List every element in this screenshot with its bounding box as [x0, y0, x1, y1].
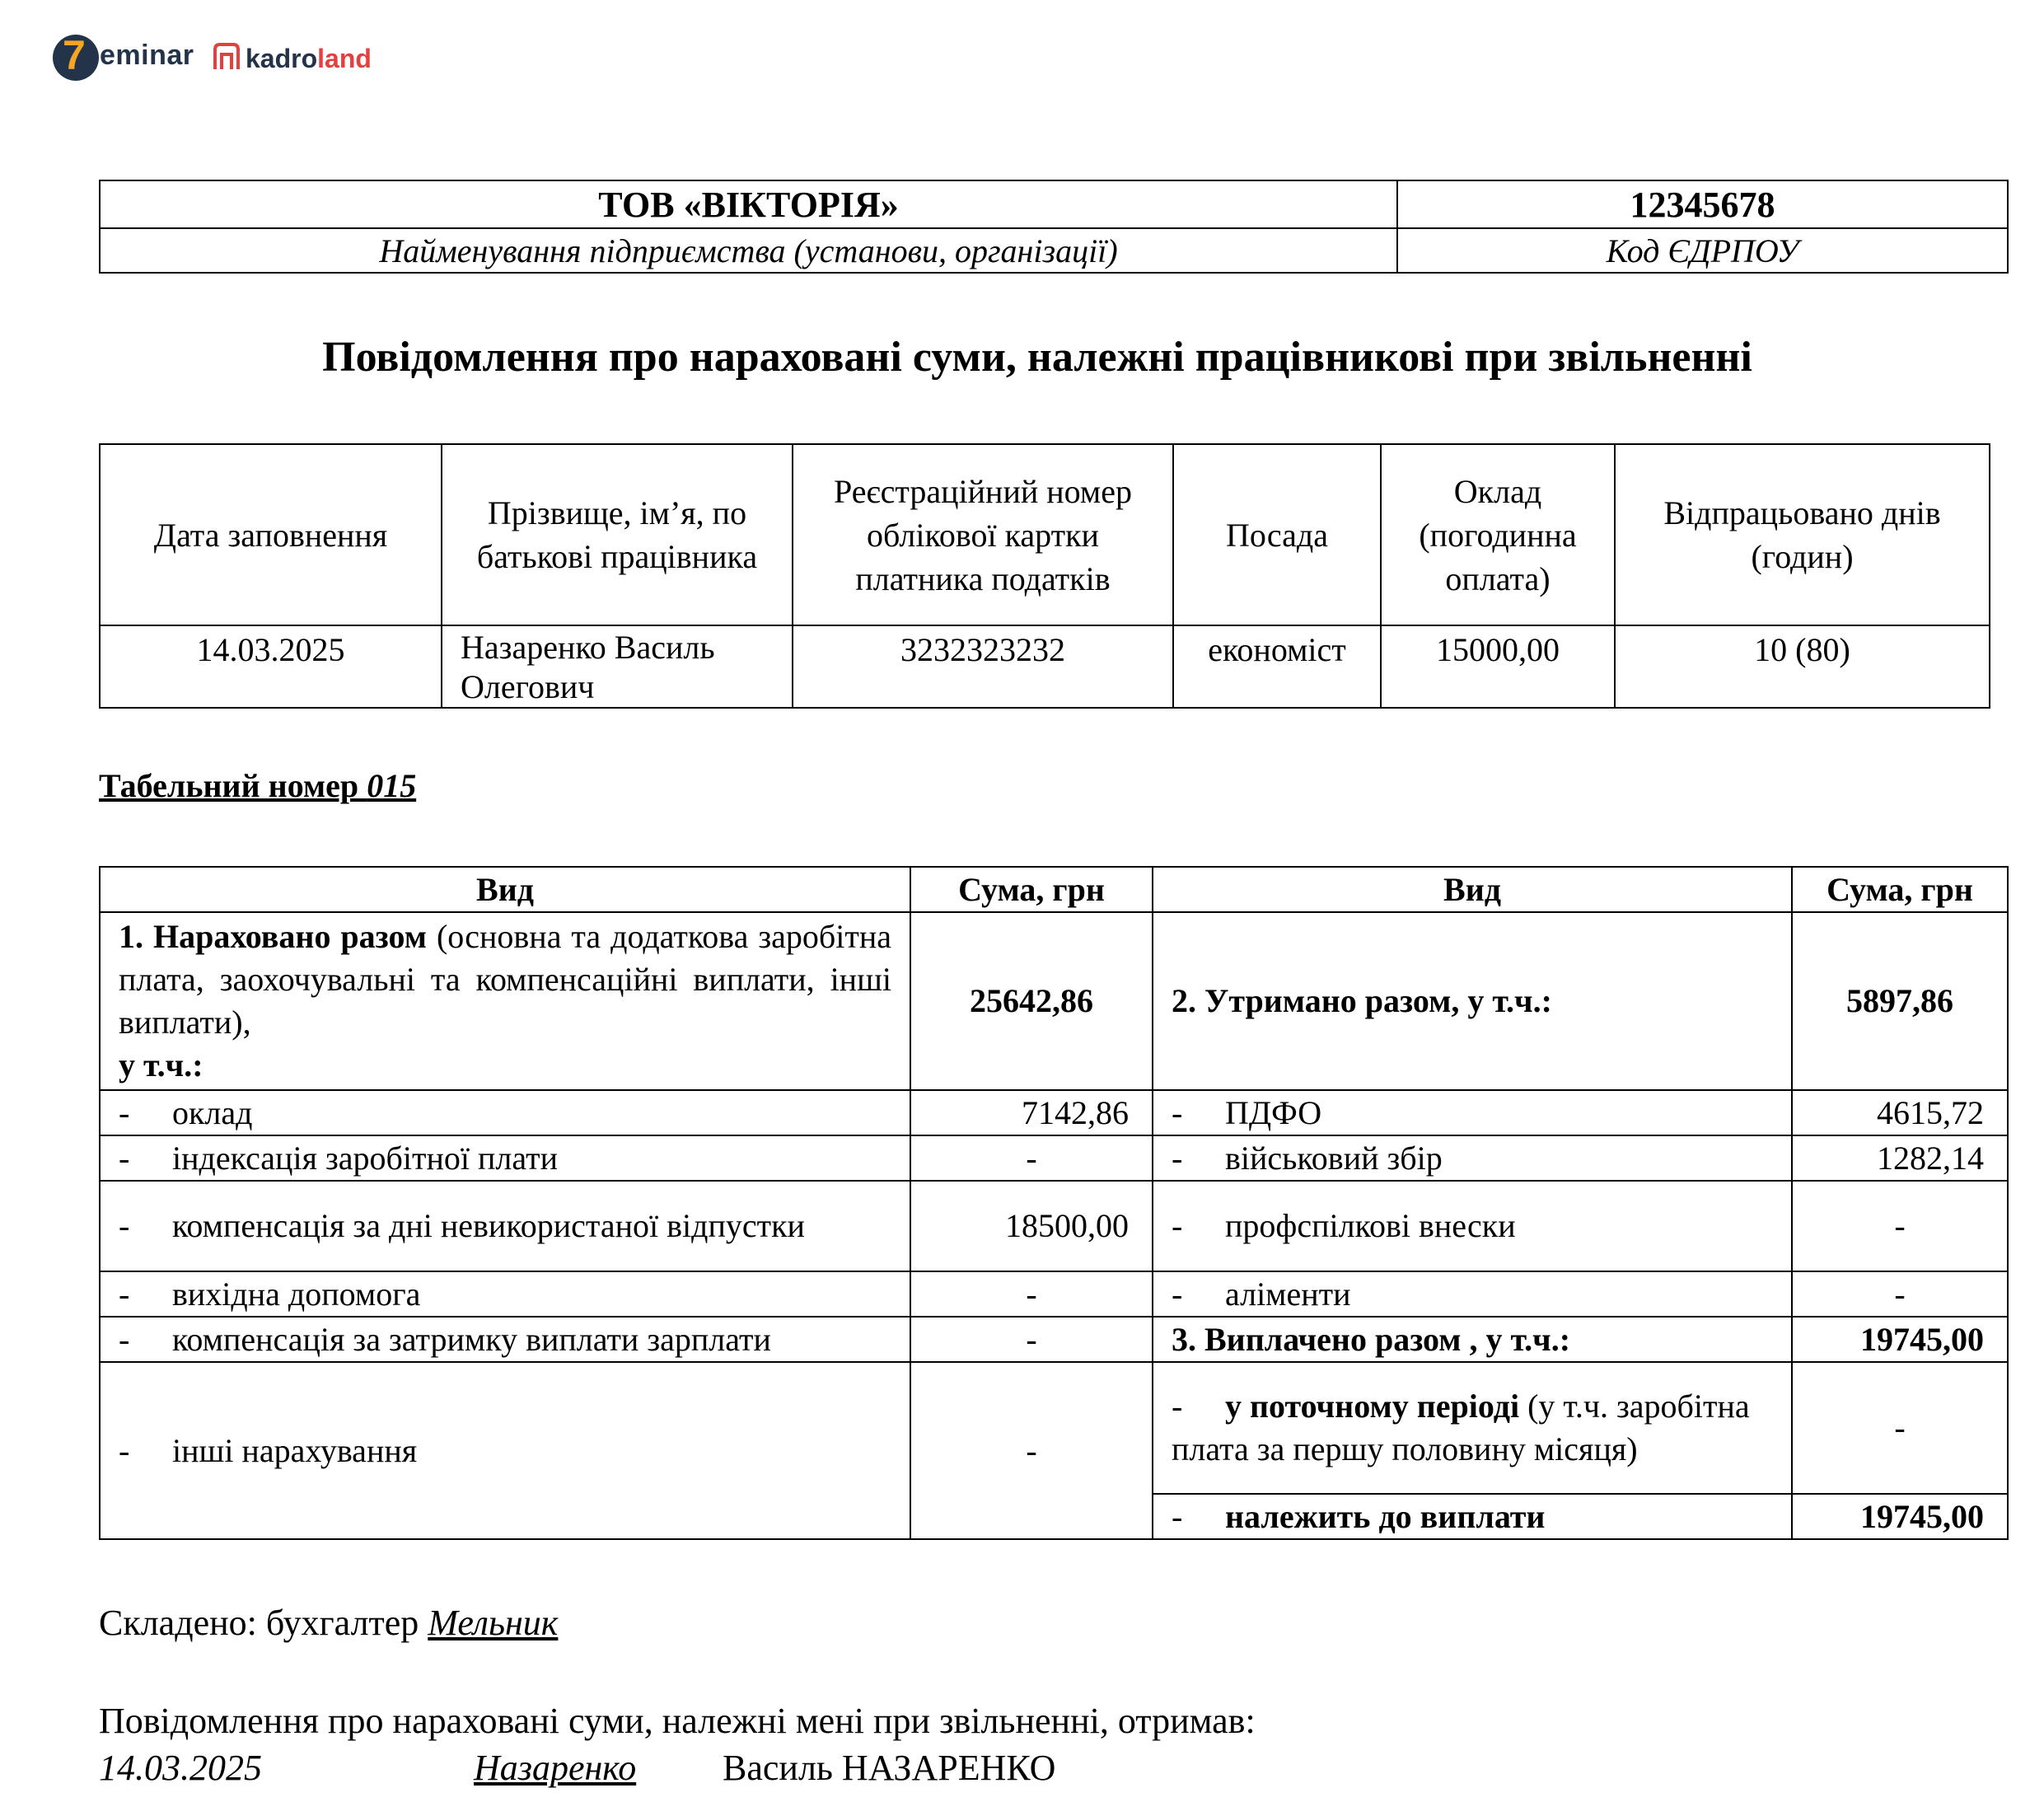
- left-item-label: вихідна допомога: [172, 1275, 421, 1313]
- withheld-total: 5897,86: [1792, 912, 2008, 1090]
- position: економіст: [1173, 625, 1381, 708]
- current-period-value: -: [1792, 1362, 2008, 1494]
- dash: -: [119, 1093, 130, 1131]
- tabel-number: [99, 766, 416, 805]
- dash: -: [119, 1139, 130, 1177]
- company-table: [99, 180, 2009, 274]
- receipt-date: 14.03.2025: [99, 1748, 262, 1788]
- due-label: належить до виплати: [1225, 1497, 1546, 1535]
- due-value: 19745,00: [1792, 1494, 2008, 1539]
- right-item-label: профспілкові внески: [1225, 1207, 1516, 1244]
- company-name: ТОВ «ВІКТОРІЯ»: [100, 180, 1397, 228]
- kadroland-logo-text-1: kadro: [246, 44, 318, 73]
- header-name: Прізвище, ім’я, по батькові працівника: [442, 444, 793, 625]
- compiled-prefix: Складено: бухгалтер: [99, 1603, 428, 1643]
- left-item-label: компенсація за затримку виплати зарплати: [172, 1320, 771, 1358]
- dash: -: [119, 1320, 130, 1358]
- dash: -: [1172, 1388, 1183, 1425]
- left-item-value: -: [910, 1135, 1153, 1181]
- header-days-worked: Відпрацьовано днів (годин): [1615, 444, 1990, 625]
- header-tax-number: Реєстраційний номер облікової картки платника податків: [793, 444, 1173, 625]
- paid-label: 3. Виплачено разом , у т.ч.:: [1153, 1317, 1792, 1362]
- col-type-right: Вид: [1153, 867, 1792, 912]
- right-item-label: ПДФО: [1225, 1093, 1322, 1131]
- right-item-label: військовий збір: [1225, 1139, 1443, 1177]
- company-name-caption: Найменування підприємства (установи, організації): [100, 228, 1397, 273]
- right-item-value: 4615,72: [1792, 1090, 2008, 1135]
- dash: -: [119, 1431, 130, 1469]
- col-type-left: Вид: [100, 867, 910, 912]
- employee-name: Назаренко Василь Олегович: [442, 625, 793, 708]
- company-code: 12345678: [1397, 180, 2008, 228]
- kadroland-logo-icon: [210, 41, 243, 74]
- col-sum-left: Сума, грн: [910, 867, 1153, 912]
- current-period-bold: у поточному періоді: [1225, 1388, 1520, 1425]
- receipt-signature-line: [99, 1747, 1335, 1796]
- receipt-signature: Назаренко: [474, 1748, 637, 1788]
- dash: -: [1172, 1093, 1183, 1131]
- seminar-logo-digit: 7: [63, 32, 86, 78]
- left-item-label: індексація заробітної плати: [172, 1139, 558, 1177]
- left-item: [100, 1271, 910, 1317]
- receipt-text: Повідомлення про нараховані суми, належні мені при звільненні, отримав:: [99, 1701, 1256, 1741]
- right-item: [1153, 1090, 1792, 1135]
- dash: -: [1172, 1139, 1183, 1177]
- header-date: Дата заповнення: [100, 444, 442, 625]
- accrued-tail: у т.ч.:: [119, 1046, 203, 1084]
- receipt-name: Василь НАЗАРЕНКО: [723, 1748, 1056, 1788]
- left-item: [100, 1362, 910, 1539]
- left-item-label: компенсація за дні невикористаної відпустки: [172, 1207, 805, 1244]
- employee-table: [99, 443, 1990, 709]
- salary: 15000,00: [1381, 625, 1615, 708]
- compiled-signature: Мельник: [428, 1603, 559, 1643]
- paid-total: 19745,00: [1792, 1317, 2008, 1362]
- current-period-rest: (у т.ч. заробітна плата за першу половину місяця): [1172, 1388, 1750, 1467]
- due-row: [1153, 1494, 1792, 1539]
- left-item: [100, 1090, 910, 1135]
- fill-date: 14.03.2025: [100, 625, 442, 708]
- accrued-rest: (основна та додаткова заробітна плата, заохочувальні та компенсаційні виплати, інші виплати),: [119, 918, 891, 1041]
- left-item-value: -: [910, 1362, 1153, 1539]
- left-item-label: інші нарахування: [172, 1431, 418, 1469]
- right-item-value: 1282,14: [1792, 1135, 2008, 1181]
- dash: -: [119, 1207, 130, 1244]
- left-item: [100, 1135, 910, 1181]
- kadroland-logo-text: [246, 44, 372, 74]
- dash: -: [119, 1275, 130, 1313]
- kadroland-logo-text-2: land: [317, 44, 372, 73]
- left-item: [100, 1181, 910, 1271]
- header-position: Посада: [1173, 444, 1381, 625]
- right-item: [1153, 1181, 1792, 1271]
- left-item: [100, 1317, 910, 1362]
- accrued-total: 25642,86: [910, 912, 1153, 1090]
- amounts-table: [99, 866, 2009, 1540]
- right-item: [1153, 1135, 1792, 1181]
- left-item-label: оклад: [172, 1093, 253, 1131]
- seminar-logo-circle: [53, 32, 99, 81]
- left-item-value: 18500,00: [910, 1181, 1153, 1271]
- tabel-number-label: Табельний номер: [99, 767, 367, 804]
- company-code-caption: Код ЄДРПОУ: [1397, 228, 2008, 273]
- dash: -: [1172, 1207, 1183, 1244]
- compiled-by: [99, 1602, 558, 1644]
- seminar-logo-text: eminar: [100, 40, 194, 71]
- document-title: Повідомлення про нараховані суми, належні працівникові при звільненні: [322, 334, 1752, 381]
- left-item-value: -: [910, 1271, 1153, 1317]
- tax-number: 3232323232: [793, 625, 1173, 708]
- accrued-bold: 1. Нараховано разом: [119, 918, 427, 955]
- tabel-number-value: 015: [367, 767, 417, 804]
- dash: -: [1172, 1497, 1183, 1535]
- current-period: [1153, 1362, 1792, 1494]
- days-worked: 10 (80): [1615, 625, 1990, 708]
- header-salary: Оклад (погодинна оплата): [1381, 444, 1615, 625]
- accrued-label: [100, 912, 910, 1090]
- right-item: [1153, 1271, 1792, 1317]
- col-sum-right: Сума, грн: [1792, 867, 2008, 912]
- right-item-value: -: [1792, 1181, 2008, 1271]
- right-item-value: -: [1792, 1271, 2008, 1317]
- withheld-label: 2. Утримано разом, у т.ч.:: [1153, 912, 1792, 1090]
- right-item-label: аліменти: [1225, 1275, 1351, 1313]
- left-item-value: 7142,86: [910, 1090, 1153, 1135]
- left-item-value: -: [910, 1317, 1153, 1362]
- dash: -: [1172, 1275, 1183, 1313]
